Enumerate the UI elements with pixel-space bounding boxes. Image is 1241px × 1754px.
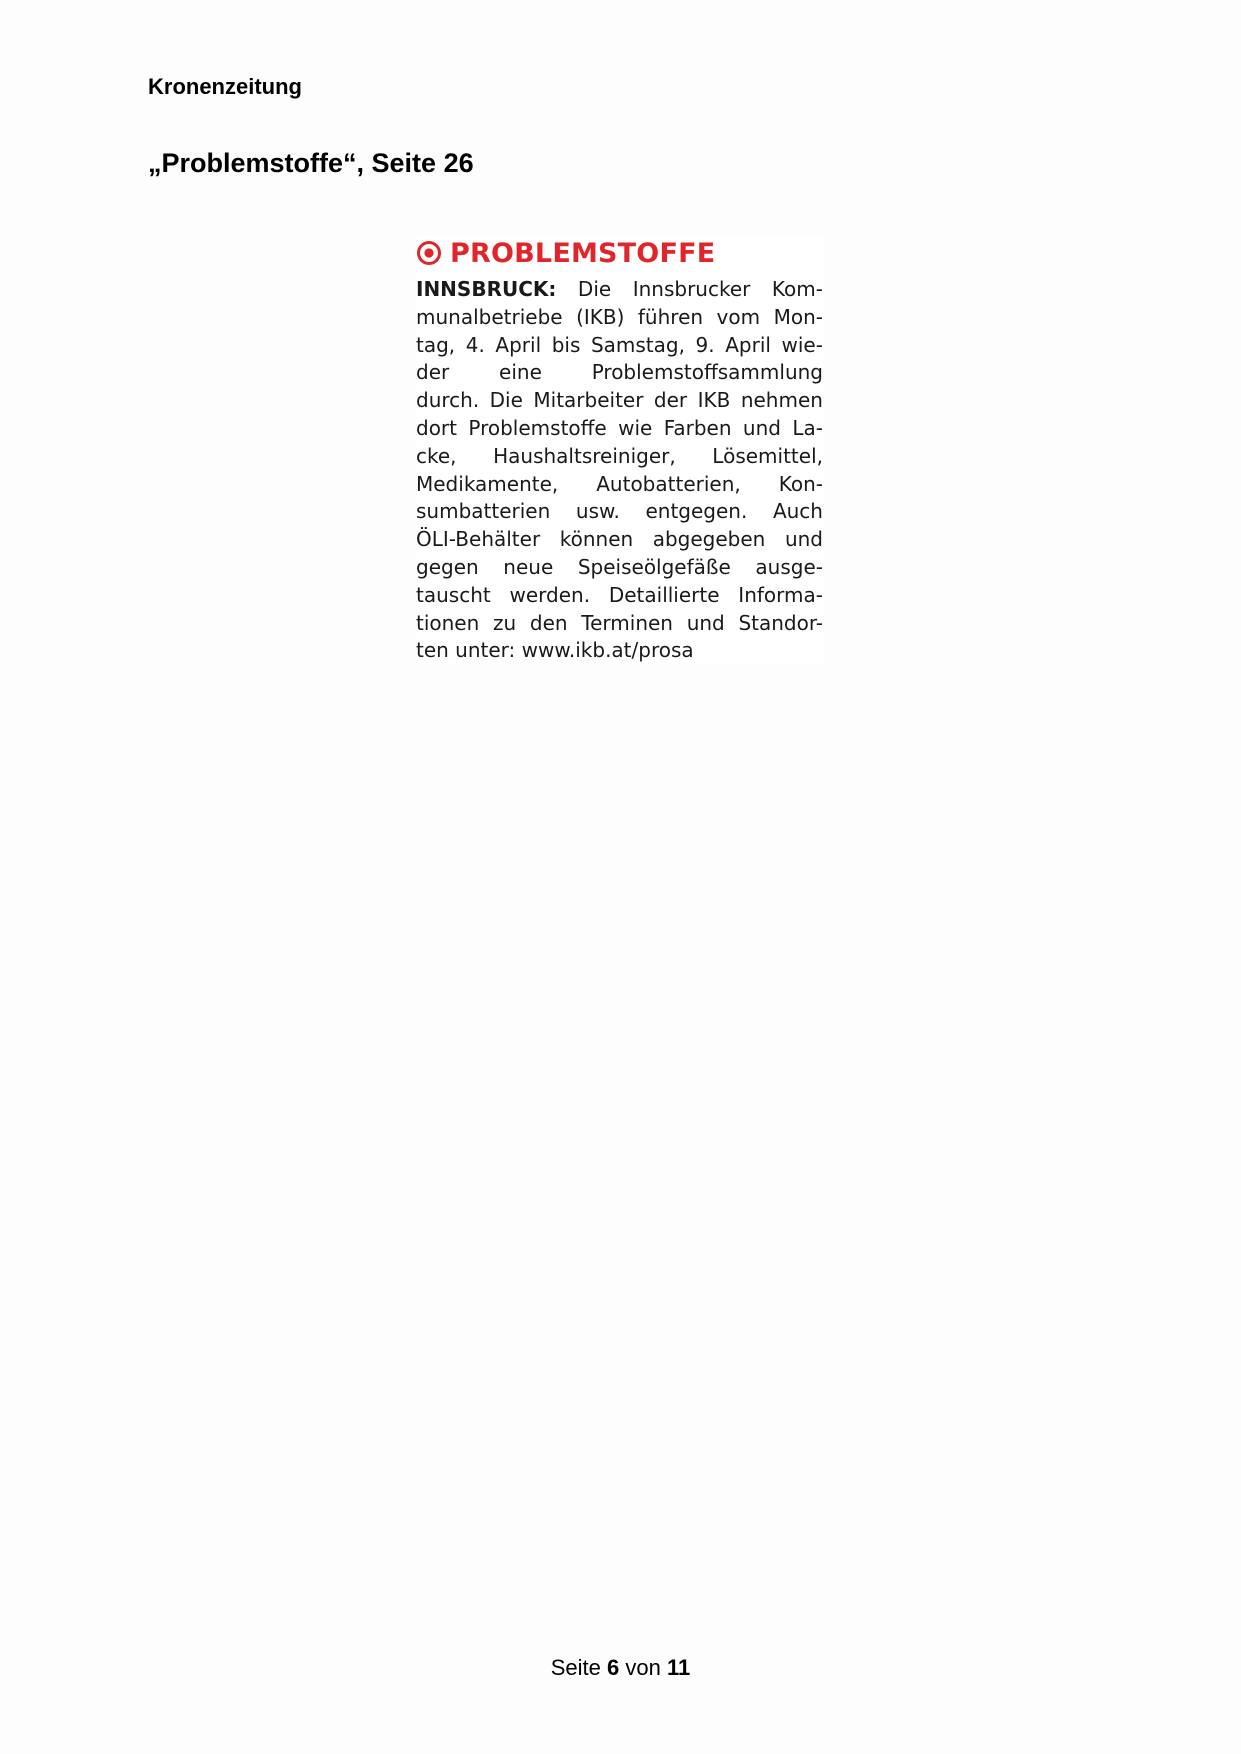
footer-prefix: Seite xyxy=(550,1655,601,1680)
clipping-word: IKB xyxy=(697,388,731,413)
clipping-word: Auch xyxy=(772,499,823,524)
clipping-word: Mon- xyxy=(773,304,823,329)
clipping-word: führen xyxy=(637,304,704,329)
clipping-line xyxy=(416,498,823,526)
clipping-title: PROBLEMSTOFFE xyxy=(450,237,716,269)
clipping-word: Kon- xyxy=(778,471,823,496)
footer-separator: von xyxy=(625,1655,661,1680)
clipping-body xyxy=(416,276,823,665)
clipping-word: tag, xyxy=(416,332,456,357)
clipping-word: 9. xyxy=(695,332,715,357)
clipping-word: ausge- xyxy=(755,554,823,579)
clipping-line xyxy=(416,443,823,471)
clipping-word: tauscht xyxy=(416,582,491,607)
clipping-word: Informa- xyxy=(738,582,823,607)
clipping-word: und xyxy=(686,610,725,635)
clipping-line xyxy=(416,610,823,638)
clipping-word: und xyxy=(784,527,823,552)
clipping-word: Mitarbeiter xyxy=(533,388,644,413)
clipping-word: wie- xyxy=(781,332,823,357)
clipping-last-line: ten unter: www.ikb.at/prosa xyxy=(416,638,694,663)
clipping-word: Medikamente, xyxy=(416,471,559,496)
clipping-word: Speiseölgefäße xyxy=(577,554,731,579)
clipping-word: Lösemittel, xyxy=(712,443,823,468)
clipping-line xyxy=(416,582,823,610)
clipping-word: cke, xyxy=(416,443,457,468)
clipping-word: sumbatterien xyxy=(416,499,551,524)
clipping-word: April xyxy=(495,332,542,357)
newspaper-clipping xyxy=(416,234,823,665)
clipping-word: Innsbrucker xyxy=(632,277,751,301)
clipping-line xyxy=(416,415,823,443)
clipping-word: nehmen xyxy=(740,388,823,413)
clipping-word: wie xyxy=(618,415,653,440)
clipping-word: tionen xyxy=(416,610,480,635)
clipping-word: vom xyxy=(716,304,761,329)
clipping-line xyxy=(416,304,823,332)
document-source: Kronenzeitung xyxy=(148,74,302,99)
clipping-word: Samstag, xyxy=(590,332,685,357)
clipping-word: den xyxy=(529,610,568,635)
clipping-word: munalbetriebe xyxy=(416,304,563,329)
clipping-line xyxy=(416,359,823,387)
clipping-word: 4. xyxy=(465,332,485,357)
clipping-word: und xyxy=(742,415,781,440)
clipping-word: Detaillierte xyxy=(608,582,720,607)
clipping-word: April xyxy=(725,332,771,357)
clipping-word: bis xyxy=(551,332,581,357)
clipping-word: durch. xyxy=(416,388,480,413)
clipping-word: dort xyxy=(416,415,457,440)
clipping-word: Farben xyxy=(663,415,732,440)
document-heading: „Problemstoffe“, Seite 26 xyxy=(148,148,474,178)
footer-page-total: 11 xyxy=(667,1655,691,1680)
clipping-line xyxy=(416,471,823,499)
clipping-word: Die xyxy=(577,277,612,301)
target-icon xyxy=(416,240,442,266)
clipping-word: eine xyxy=(499,360,542,385)
clipping-word: Standor- xyxy=(738,610,823,635)
page-footer xyxy=(0,1655,1241,1681)
footer-page-number: 6 xyxy=(607,1655,620,1680)
clipping-word: zu xyxy=(493,610,517,635)
clipping-line xyxy=(416,276,823,304)
clipping-word: Autobatterien, xyxy=(596,471,741,496)
clipping-word: werden. xyxy=(509,582,591,607)
clipping-word: gegen xyxy=(416,554,479,579)
clipping-word: Problemstoffe xyxy=(468,415,607,440)
clipping-word: ÖLI-Behälter xyxy=(416,527,541,552)
clipping-word: der xyxy=(653,388,688,413)
clipping-word: (IKB) xyxy=(576,304,625,329)
clipping-line xyxy=(416,332,823,360)
clipping-word: entgegen. xyxy=(645,499,748,524)
clipping-title-row xyxy=(416,234,823,272)
clipping-word: neue xyxy=(503,554,554,579)
clipping-word: Haushaltsreiniger, xyxy=(493,443,676,468)
clipping-word: abgegeben xyxy=(652,527,766,552)
clipping-dateline: INNSBRUCK: xyxy=(416,277,557,301)
clipping-word: Problemstoffsammlung xyxy=(591,360,823,385)
clipping-line xyxy=(416,387,823,415)
clipping-word: Terminen xyxy=(581,610,673,635)
clipping-line xyxy=(416,526,823,554)
clipping-word: der xyxy=(416,360,450,385)
clipping-word: La- xyxy=(792,415,823,440)
clipping-line xyxy=(416,554,823,582)
clipping-word: können xyxy=(559,527,634,552)
clipping-word: Die xyxy=(489,388,523,413)
clipping-word: Kom- xyxy=(771,277,823,301)
clipping-word: usw. xyxy=(575,499,620,524)
